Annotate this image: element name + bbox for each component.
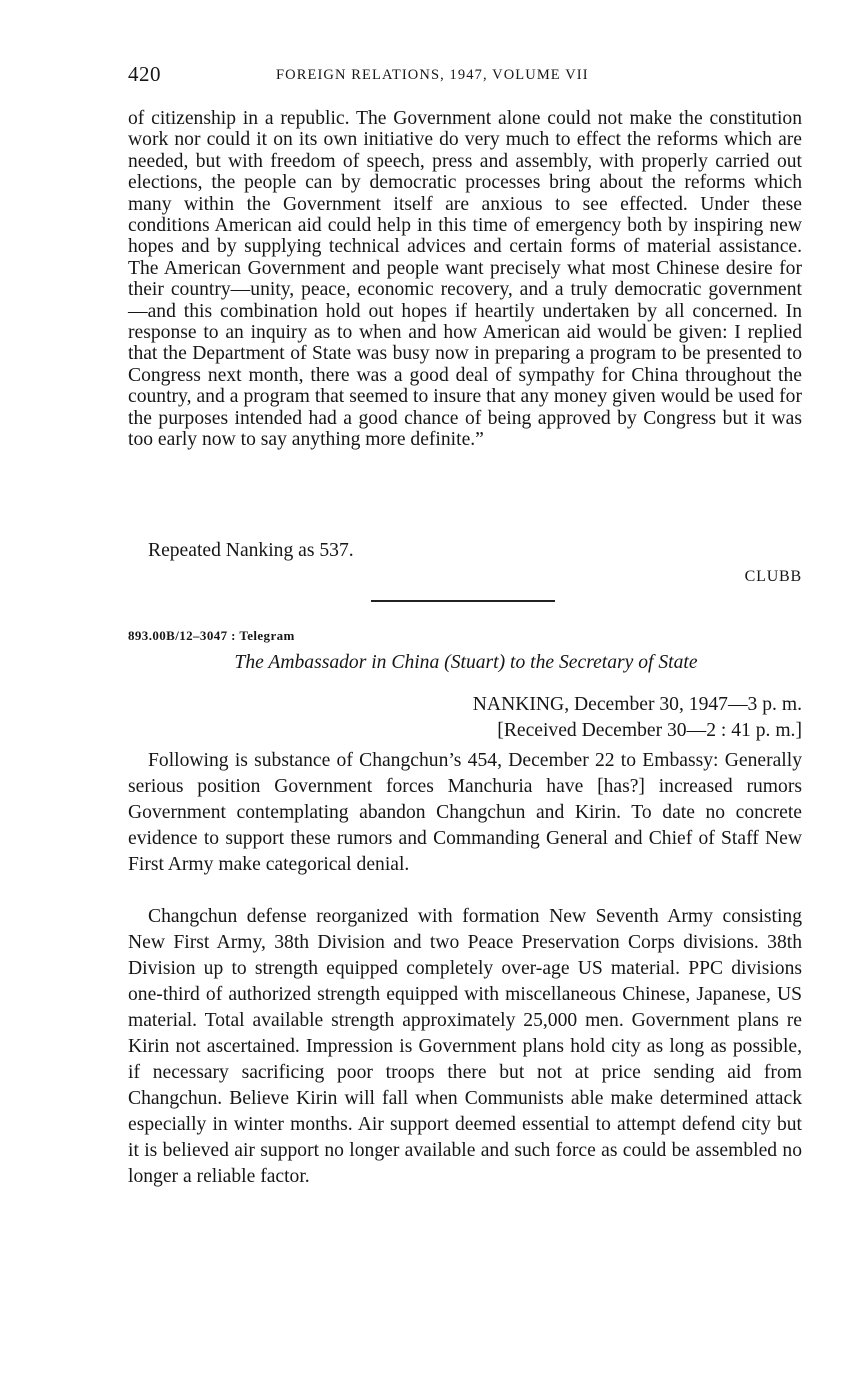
running-head: FOREIGN RELATIONS, 1947, VOLUME VII bbox=[276, 67, 589, 83]
telegram-paragraph-1: Following is substance of Changchun’s 454, December 22 to Embassy: Generally serious position Government forces Manchuria have [has?] increased rumors Government contemplating abandon Changchun and Kirin. To date no concrete evidence to support these rumors and Commanding General and Chief of Staff New First Army make categorical denial. bbox=[128, 750, 802, 875]
document-title: The Ambassador in China (Stuart) to the Secretary of State bbox=[234, 652, 698, 673]
place-date-line: NANKING, December 30, 1947—3 p. m. bbox=[472, 694, 802, 715]
page-number: 420 bbox=[128, 62, 161, 86]
section-divider bbox=[371, 600, 555, 602]
page-header bbox=[128, 62, 804, 92]
continuation-paragraph: of citizenship in a republic. The Government alone could not make the constitution work nor could it on its own initiative do very much to effect the reforms which are needed, but with freedom of speech, press and assembly, with properly carried out elections, the people can by democratic processes bring about the reforms which many within the Government itself are anxious to see effected. Under these conditions American aid could help in this time of emergency both by inspiring new hopes and by supplying technical advices and certain forms of material assistance. The American Government and people want precisely what most Chinese desire for their country—unity, peace, economic recovery, and a truly democratic government—and this combination hold out hopes if heartily undertaken by all concerned. In response to an inquiry as to when and how American aid would be given: I replied that the Department of State was busy now in preparing a program to be presented to Congress next month, there was a good deal of sympathy for China throughout the country, and a program that seemed to insure that any money given would be used for the purposes intended had a good chance of being approved by Congress but it was too early now to say anything more definite.” bbox=[128, 108, 802, 451]
file-reference: 893.00B/12–3047 : Telegram bbox=[128, 628, 295, 643]
signature: CLUBB bbox=[744, 568, 802, 585]
repeated-note: Repeated Nanking as 537. bbox=[148, 540, 354, 561]
received-line: [Received December 30—2 : 41 p. m.] bbox=[497, 720, 802, 741]
telegram-paragraph-2: Changchun defense reorganized with formation New Seventh Army consisting New First Army, 38th Division and two Peace Preservation Corps divisions. 38th Division up to strength equipped completely over-age US material. PPC divisions one-third of authorized strength equipped with miscellaneous Chinese, Japanese, US material. Total available strength approximately 25,000 men. Government plans re Kirin not ascertained. Impression is Government plans hold city as long as possible, if necessary sacrificing poor troops there but not at price sending aid from Changchun. Believe Kirin will fall when Communists able make determined attack especially in winter months. Air support deemed essential to attempt defend city but it is believed air support no longer available and such force as could be assembled no longer a reliable factor. bbox=[128, 906, 802, 1187]
